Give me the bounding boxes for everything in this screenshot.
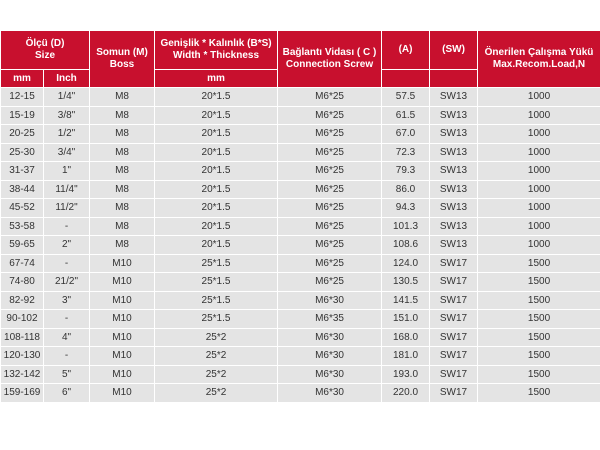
cell-boss: M8 xyxy=(90,125,155,144)
header-size-line2: Size xyxy=(35,50,56,61)
cell-connection-screw: M6*25 xyxy=(278,162,382,181)
cell-size-mm: 108-118 xyxy=(1,328,44,347)
cell-size-inch: 5" xyxy=(44,365,90,384)
table-row xyxy=(1,125,600,144)
cell-size-mm: 159-169 xyxy=(1,384,44,403)
cell-sw: SW13 xyxy=(430,106,478,125)
cell-max-load: 1000 xyxy=(478,217,600,236)
cell-sw: SW13 xyxy=(430,143,478,162)
header-width-thickness xyxy=(155,31,278,70)
header-boss-line2: Boss xyxy=(109,59,135,70)
cell-width-thickness: 25*1.5 xyxy=(155,291,278,310)
cell-max-load: 1500 xyxy=(478,347,600,366)
header-sw xyxy=(430,31,478,70)
cell-a: 101.3 xyxy=(382,217,430,236)
cell-size-inch: 4" xyxy=(44,328,90,347)
cell-sw: SW17 xyxy=(430,347,478,366)
cell-sw: SW13 xyxy=(430,236,478,255)
header-width-line1: Genişlik * Kalınlık (B*S) xyxy=(160,38,272,49)
cell-a: 94.3 xyxy=(382,199,430,218)
cell-a: 151.0 xyxy=(382,310,430,329)
subheader-mm: mm xyxy=(1,70,44,88)
cell-width-thickness: 20*1.5 xyxy=(155,162,278,181)
table-row xyxy=(1,162,600,181)
subheader-a-empty xyxy=(382,70,430,88)
cell-max-load: 1500 xyxy=(478,254,600,273)
header-a xyxy=(382,31,430,70)
cell-size-inch: 3/4" xyxy=(44,143,90,162)
header-max-load xyxy=(478,31,600,88)
cell-size-mm: 15-19 xyxy=(1,106,44,125)
cell-boss: M10 xyxy=(90,365,155,384)
cell-boss: M8 xyxy=(90,180,155,199)
cell-connection-screw: M6*25 xyxy=(278,236,382,255)
header-a-label: (A) xyxy=(398,44,413,55)
cell-size-mm: 59-65 xyxy=(1,236,44,255)
cell-max-load: 1000 xyxy=(478,88,600,107)
cell-a: 130.5 xyxy=(382,273,430,292)
spec-table xyxy=(0,30,600,403)
cell-sw: SW13 xyxy=(430,125,478,144)
table-row xyxy=(1,217,600,236)
cell-sw: SW17 xyxy=(430,310,478,329)
cell-connection-screw: M6*35 xyxy=(278,310,382,329)
header-boss-line1: Somun (M) xyxy=(96,47,148,58)
cell-size-mm: 67-74 xyxy=(1,254,44,273)
cell-max-load: 1000 xyxy=(478,106,600,125)
table-row xyxy=(1,291,600,310)
cell-connection-screw: M6*25 xyxy=(278,254,382,273)
cell-size-inch: - xyxy=(44,254,90,273)
cell-connection-screw: M6*30 xyxy=(278,291,382,310)
cell-a: 181.0 xyxy=(382,347,430,366)
cell-size-inch: 11/4" xyxy=(44,180,90,199)
cell-size-mm: 74-80 xyxy=(1,273,44,292)
cell-sw: SW13 xyxy=(430,217,478,236)
cell-size-inch: 1" xyxy=(44,162,90,181)
cell-sw: SW13 xyxy=(430,88,478,107)
cell-a: 79.3 xyxy=(382,162,430,181)
cell-width-thickness: 20*1.5 xyxy=(155,125,278,144)
cell-max-load: 1000 xyxy=(478,199,600,218)
cell-a: 124.0 xyxy=(382,254,430,273)
cell-size-inch: - xyxy=(44,310,90,329)
cell-connection-screw: M6*25 xyxy=(278,143,382,162)
cell-max-load: 1000 xyxy=(478,236,600,255)
cell-connection-screw: M6*25 xyxy=(278,88,382,107)
header-screw-line1: Bağlantı Vidası ( C ) xyxy=(282,47,377,58)
header-screw-line2: Connection Screw xyxy=(285,59,374,70)
cell-a: 220.0 xyxy=(382,384,430,403)
cell-a: 86.0 xyxy=(382,180,430,199)
cell-size-mm: 53-58 xyxy=(1,217,44,236)
cell-connection-screw: M6*30 xyxy=(278,347,382,366)
cell-sw: SW17 xyxy=(430,365,478,384)
cell-size-inch: - xyxy=(44,217,90,236)
cell-width-thickness: 25*2 xyxy=(155,365,278,384)
cell-sw: SW17 xyxy=(430,328,478,347)
cell-width-thickness: 25*2 xyxy=(155,328,278,347)
table-row xyxy=(1,143,600,162)
cell-size-inch: 1/4" xyxy=(44,88,90,107)
subheader-width-unit: mm xyxy=(155,70,278,88)
cell-size-mm: 82-92 xyxy=(1,291,44,310)
cell-max-load: 1500 xyxy=(478,328,600,347)
header-load-line1: Önerilen Çalışma Yükü xyxy=(484,47,594,58)
table-row xyxy=(1,236,600,255)
cell-sw: SW13 xyxy=(430,162,478,181)
cell-connection-screw: M6*25 xyxy=(278,106,382,125)
header-sw-label: (SW) xyxy=(442,44,465,55)
header-boss xyxy=(90,31,155,88)
cell-size-inch: 3" xyxy=(44,291,90,310)
cell-size-inch: 2" xyxy=(44,236,90,255)
cell-boss: M8 xyxy=(90,217,155,236)
cell-size-mm: 38-44 xyxy=(1,180,44,199)
cell-max-load: 1000 xyxy=(478,125,600,144)
cell-a: 72.3 xyxy=(382,143,430,162)
cell-width-thickness: 20*1.5 xyxy=(155,88,278,107)
cell-connection-screw: M6*30 xyxy=(278,365,382,384)
cell-width-thickness: 25*1.5 xyxy=(155,310,278,329)
subheader-sw-empty xyxy=(430,70,478,88)
cell-size-inch: 11/2" xyxy=(44,199,90,218)
cell-size-mm: 20-25 xyxy=(1,125,44,144)
table-row xyxy=(1,254,600,273)
cell-size-inch: 1/2" xyxy=(44,125,90,144)
cell-boss: M10 xyxy=(90,254,155,273)
cell-sw: SW17 xyxy=(430,273,478,292)
cell-boss: M8 xyxy=(90,236,155,255)
cell-size-inch: 3/8" xyxy=(44,106,90,125)
cell-size-mm: 120-130 xyxy=(1,347,44,366)
table-row xyxy=(1,273,600,292)
cell-boss: M8 xyxy=(90,143,155,162)
cell-a: 108.6 xyxy=(382,236,430,255)
cell-width-thickness: 25*1.5 xyxy=(155,254,278,273)
cell-boss: M8 xyxy=(90,162,155,181)
cell-sw: SW17 xyxy=(430,254,478,273)
cell-max-load: 1500 xyxy=(478,291,600,310)
cell-boss: M10 xyxy=(90,328,155,347)
table-row xyxy=(1,88,600,107)
cell-width-thickness: 25*2 xyxy=(155,384,278,403)
cell-connection-screw: M6*25 xyxy=(278,125,382,144)
cell-boss: M10 xyxy=(90,347,155,366)
cell-boss: M8 xyxy=(90,106,155,125)
cell-width-thickness: 20*1.5 xyxy=(155,143,278,162)
table-row xyxy=(1,180,600,199)
cell-width-thickness: 20*1.5 xyxy=(155,180,278,199)
cell-connection-screw: M6*25 xyxy=(278,273,382,292)
cell-boss: M10 xyxy=(90,291,155,310)
cell-a: 141.5 xyxy=(382,291,430,310)
header-width-line2: Width * Thickness xyxy=(172,50,260,61)
cell-max-load: 1500 xyxy=(478,384,600,403)
cell-size-inch: 21/2" xyxy=(44,273,90,292)
cell-size-inch: - xyxy=(44,347,90,366)
cell-a: 57.5 xyxy=(382,88,430,107)
cell-size-mm: 132-142 xyxy=(1,365,44,384)
cell-max-load: 1500 xyxy=(478,365,600,384)
cell-a: 168.0 xyxy=(382,328,430,347)
subheader-inch: Inch xyxy=(44,70,90,88)
cell-boss: M8 xyxy=(90,88,155,107)
cell-connection-screw: M6*25 xyxy=(278,180,382,199)
cell-sw: SW17 xyxy=(430,291,478,310)
table-row xyxy=(1,199,600,218)
cell-sw: SW13 xyxy=(430,199,478,218)
cell-a: 67.0 xyxy=(382,125,430,144)
cell-max-load: 1000 xyxy=(478,162,600,181)
header-load-line2: Max.Recom.Load,N xyxy=(492,59,586,70)
cell-connection-screw: M6*25 xyxy=(278,199,382,218)
table-row xyxy=(1,384,600,403)
cell-size-mm: 31-37 xyxy=(1,162,44,181)
cell-boss: M10 xyxy=(90,384,155,403)
table-row xyxy=(1,106,600,125)
cell-boss: M8 xyxy=(90,199,155,218)
cell-boss: M10 xyxy=(90,310,155,329)
table-row xyxy=(1,365,600,384)
table-row xyxy=(1,347,600,366)
cell-size-mm: 45-52 xyxy=(1,199,44,218)
cell-connection-screw: M6*30 xyxy=(278,384,382,403)
cell-max-load: 1000 xyxy=(478,143,600,162)
table-row xyxy=(1,310,600,329)
cell-sw: SW17 xyxy=(430,384,478,403)
cell-sw: SW13 xyxy=(430,180,478,199)
cell-size-mm: 12-15 xyxy=(1,88,44,107)
header-connection-screw xyxy=(278,31,382,88)
header-size-line1: Ölçü (D) xyxy=(25,38,65,49)
cell-width-thickness: 20*1.5 xyxy=(155,106,278,125)
cell-boss: M10 xyxy=(90,273,155,292)
cell-connection-screw: M6*25 xyxy=(278,217,382,236)
cell-max-load: 1500 xyxy=(478,273,600,292)
cell-a: 193.0 xyxy=(382,365,430,384)
cell-width-thickness: 20*1.5 xyxy=(155,236,278,255)
table-body xyxy=(1,88,600,403)
cell-max-load: 1500 xyxy=(478,310,600,329)
cell-width-thickness: 25*1.5 xyxy=(155,273,278,292)
cell-size-mm: 90-102 xyxy=(1,310,44,329)
table-row xyxy=(1,328,600,347)
cell-connection-screw: M6*30 xyxy=(278,328,382,347)
cell-size-mm: 25-30 xyxy=(1,143,44,162)
cell-width-thickness: 20*1.5 xyxy=(155,217,278,236)
cell-size-inch: 6" xyxy=(44,384,90,403)
cell-a: 61.5 xyxy=(382,106,430,125)
header-size xyxy=(1,31,90,70)
cell-width-thickness: 20*1.5 xyxy=(155,199,278,218)
cell-max-load: 1000 xyxy=(478,180,600,199)
header-row xyxy=(1,31,600,70)
spec-table-container xyxy=(0,30,600,403)
cell-width-thickness: 25*2 xyxy=(155,347,278,366)
